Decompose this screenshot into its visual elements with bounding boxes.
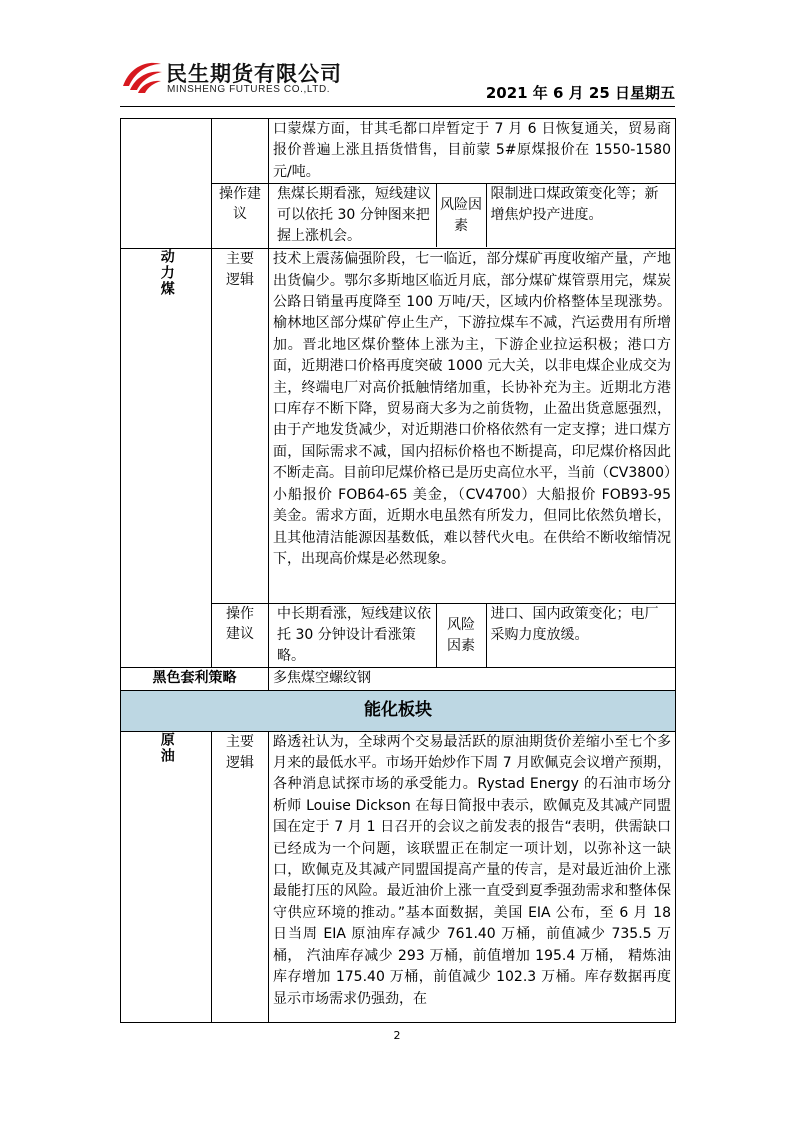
company-name-en: MINSHENG FUTURES CO.,LTD. (167, 84, 331, 95)
arbitrage-label: 黑色套利策略 (121, 668, 269, 690)
thermal-coal-logic-text: 技术上震荡偏强阶段，七一临近，部分煤矿再度收缩产量，产地出货偏少。鄂尔多斯地区临近月底，部分煤矿煤管票用完，煤炭公路日销量再度降至 100 万吨/天，区域内价格整体呈现涨势。榆林地区部分煤矿停止生产，下游拉煤车不减，汽运费用有所增加。晋北地区煤价整体上涨为主，下游企业拉运积极；港口方面，近期港口价格再度突破 1000 元大关，以非电煤企业成交为主，终端电厂对高价抵触情绪加重，长协补充为主。近期北方港口库存不断下降，贸易商大多为之前货物，止盈出货意愿强烈，由于产地发货减少，对近期港口价格依然有一定支撑；进口煤方面，国际需求不减，国内招标价格也不断提高，印尼煤价格因此不断走高。目前印尼煤价格已是历史高位水平，当前（CV3800）小船报价 FOB64-65 美金，（CV4700）大船报价 FOB93-95 美金。需求方面，近期水电虽然有所发力，但同比依然负增长，且其他清洁能源因基数低，难以替代火电。在供给不断收缩情况下，出现高价煤是必然现象。 (269, 249, 676, 604)
coking-coal-risk-text: 限制进口煤政策变化等；新增焦炉投产进度。 (486, 184, 671, 247)
arbitrage-text: 多焦煤空螺纹钢 (269, 668, 676, 690)
thermal-coal-op-label: 操作建议 (212, 604, 269, 668)
minsheng-logo-icon (120, 56, 164, 96)
coking-coal-risk-label: 风险因素 (436, 184, 486, 247)
section-title: 能化板块 (121, 690, 676, 731)
coking-coal-logic-label-cell (212, 119, 269, 184)
coking-coal-category-cell (121, 119, 212, 249)
report-date: 2021 年 6 月 25 日星期五 (485, 84, 675, 102)
thermal-coal-risk-text: 进口、国内政策变化；电厂采购力度放缓。 (486, 604, 671, 667)
thermal-coal-risk-label: 风险因素 (436, 604, 486, 667)
page-number: 2 (393, 1029, 401, 1042)
thermal-coal-category (121, 249, 212, 668)
coking-coal-logic-row (121, 119, 676, 184)
arbitrage-row (121, 668, 676, 690)
header-divider (120, 106, 675, 107)
page-header (120, 56, 675, 106)
crude-oil-logic-row (121, 731, 676, 1022)
thermal-coal-logic-label: 主要逻辑 (212, 249, 269, 604)
coking-coal-op-label: 操作建议 (212, 184, 269, 249)
thermal-coal-op-risk-cell (269, 604, 676, 668)
thermal-coal-logic-row (121, 249, 676, 604)
coking-coal-op-text: 焦煤长期看涨，短线建议可以依托 30 分钟图来把握上涨机会。 (277, 186, 431, 245)
coking-coal-op-risk-cell (269, 184, 676, 249)
thermal-coal-category-label: 动力煤 (158, 249, 175, 298)
company-name-cn: 民生期货有限公司 (166, 62, 342, 86)
strategy-table (120, 118, 676, 1023)
section-header-row (121, 690, 676, 731)
thermal-coal-op-text: 中长期看涨，短线建议依托 30 分钟设计看涨策略。 (277, 606, 431, 665)
crude-oil-logic-label: 主要逻辑 (212, 731, 269, 1022)
crude-oil-category (121, 731, 212, 1022)
coking-coal-logic-text: 口蒙煤方面，甘其毛都口岸暂定于 7 月 6 日恢复通关，贸易商报价普遍上涨且捂货惜售，目前蒙 5#原煤报价在 1550-1580 元/吨。 (269, 119, 676, 184)
crude-oil-category-label: 原油 (158, 731, 175, 764)
crude-oil-logic-text: 路透社认为，全球两个交易最活跃的原油期货价差缩小至七个多月来的最低水平。市场开始炒作下周 7 月欧佩克会议增产预期，各种消息试探市场的承受能力。Rystad Energy 的石油市场分析师 Louise Dickson 在每日简报中表示，欧佩克及其减产同盟国在定于 7 月 1 日召开的会议之前发表的报告“表明，供需缺口已经成为一个问题，该联盟正在制定一项计划，以弥补这一缺口，欧佩克及其减产同盟国提高产量的传言，是对最近油价上涨最能打压的风险。最近油价上涨一直受到夏季强劲需求和整体保守供应环境的推动。”基本面数据，美国 EIA 公布，至 6 月 18 日当周 EIA 原油库存减少 761.40 万桶，前值减少 735.5 万桶， 汽油库存减少 293 万桶，前值增加 195.4 万桶， 精炼油库存增加 175.40 万桶，前值减少 102.3 万桶。库存数据再度显示市场需求仍强劲，在 (269, 731, 676, 1022)
